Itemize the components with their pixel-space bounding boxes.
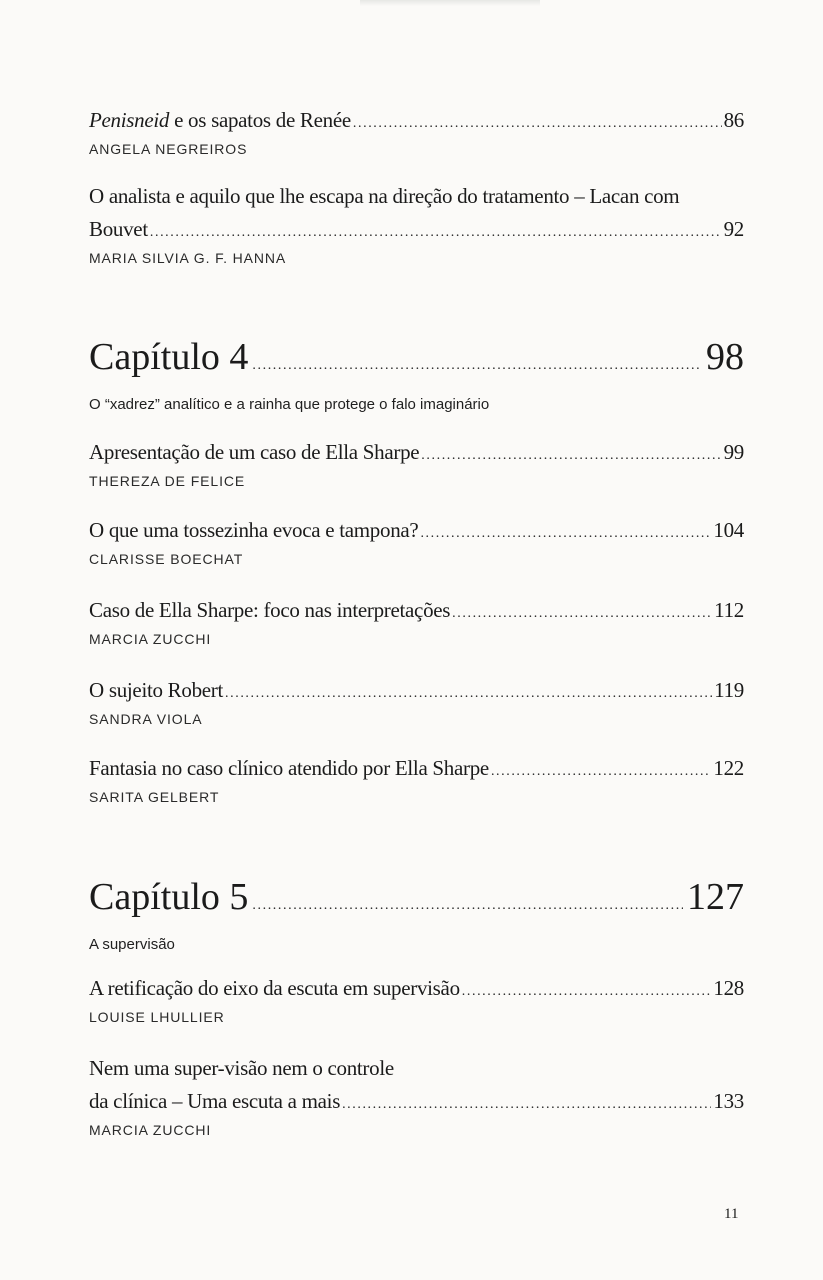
toc-entry-page: 122 [713,756,744,780]
toc-entry-author: MARCIA ZUCCHI [89,1122,212,1138]
toc-entry [89,104,744,157]
toc-entry-line [89,213,744,249]
toc-entry-title: Caso de Ella Sharpe: foco nas interpretações [89,598,451,622]
toc-entry-author: LOUISE LHULLIER [89,1009,225,1025]
chapter-title: Capítulo 4 [89,336,249,378]
chapter-page: 127 [687,876,744,918]
toc-entry-line [89,514,744,550]
dot-leader [252,883,683,929]
toc-entry-page: 119 [714,678,744,702]
dot-leader [353,107,722,140]
dot-leader [252,343,702,389]
toc-entry-author: ANGELA NEGREIROS [89,141,248,157]
toc-entry-line [89,594,744,630]
toc-entry [89,1052,744,1138]
toc-entry-author: MARIA SILVIA G. F. HANNA [89,250,287,266]
chapter-heading [89,874,744,929]
toc-entry-author: THEREZA DE FELICE [89,473,246,489]
dot-leader [491,755,711,788]
toc-entry-title-line1: O analista e aquilo que lhe escapa na direção do tratamento – Lacan com [89,184,680,208]
toc-entry-page: 92 [723,217,744,241]
dot-leader [225,677,712,710]
toc-entry-page: 86 [723,108,744,132]
toc-entry-page: 133 [713,1089,744,1113]
toc-entry-title [89,104,351,137]
toc-entry-line [89,1085,744,1121]
toc-entry [89,752,744,805]
toc-entry-title: O que uma tossezinha evoca e tampona? [89,518,419,542]
toc-entry-page: 128 [713,976,744,1000]
chapter-subtitle: A supervisão [89,936,175,953]
toc-entry-line [89,972,744,1008]
toc-entry [89,180,744,266]
toc-entry-line [89,436,744,472]
toc-entry [89,436,744,489]
toc-entry-title: Apresentação de um caso de Ella Sharpe [89,440,420,464]
dot-leader [462,975,712,1008]
toc-entry-author: SARITA GELBERT [89,789,220,805]
toc-entry-line [89,752,744,788]
toc-entry-author: MARCIA ZUCCHI [89,631,212,647]
toc-entry [89,972,744,1025]
dot-leader [150,216,722,249]
toc-entry-line [89,674,744,710]
chapter-subtitle: O “xadrez” analítico e a rainha que protege o falo imaginário [89,396,490,413]
toc-entry-title: A retificação do eixo da escuta em supervisão [89,976,460,1000]
page-edge-shadow [360,0,540,6]
toc-entry [89,514,744,567]
toc-entry [89,594,744,647]
toc-entry-title: O sujeito Robert [89,678,224,702]
toc-entry-author: CLARISSE BOECHAT [89,551,244,567]
toc-entry-title: Bouvet [89,217,148,241]
dot-leader [421,439,721,472]
toc-entry-line [89,104,744,140]
toc-entry [89,674,744,727]
chapter-page: 98 [706,336,744,378]
toc-entry-page: 104 [713,518,744,542]
page-number: 11 [724,1206,739,1222]
toc-entry-page: 112 [714,598,744,622]
toc-entry-title: da clínica – Uma escuta a mais [89,1089,341,1113]
dot-leader [452,597,712,630]
toc-entry-title-italic: Penisneid [89,108,170,132]
toc-entry-title-rest: e os sapatos de Renée [169,108,351,132]
toc-entry-page: 99 [723,440,744,464]
chapter-title: Capítulo 5 [89,876,249,918]
dot-leader [420,517,711,550]
toc-entry-title-line1: Nem uma super-visão nem o controle [89,1056,394,1080]
chapter-heading [89,334,744,389]
dot-leader [342,1088,711,1121]
toc-entry-author: SANDRA VIOLA [89,711,203,727]
toc-entry-title: Fantasia no caso clínico atendido por Ella Sharpe [89,756,489,780]
